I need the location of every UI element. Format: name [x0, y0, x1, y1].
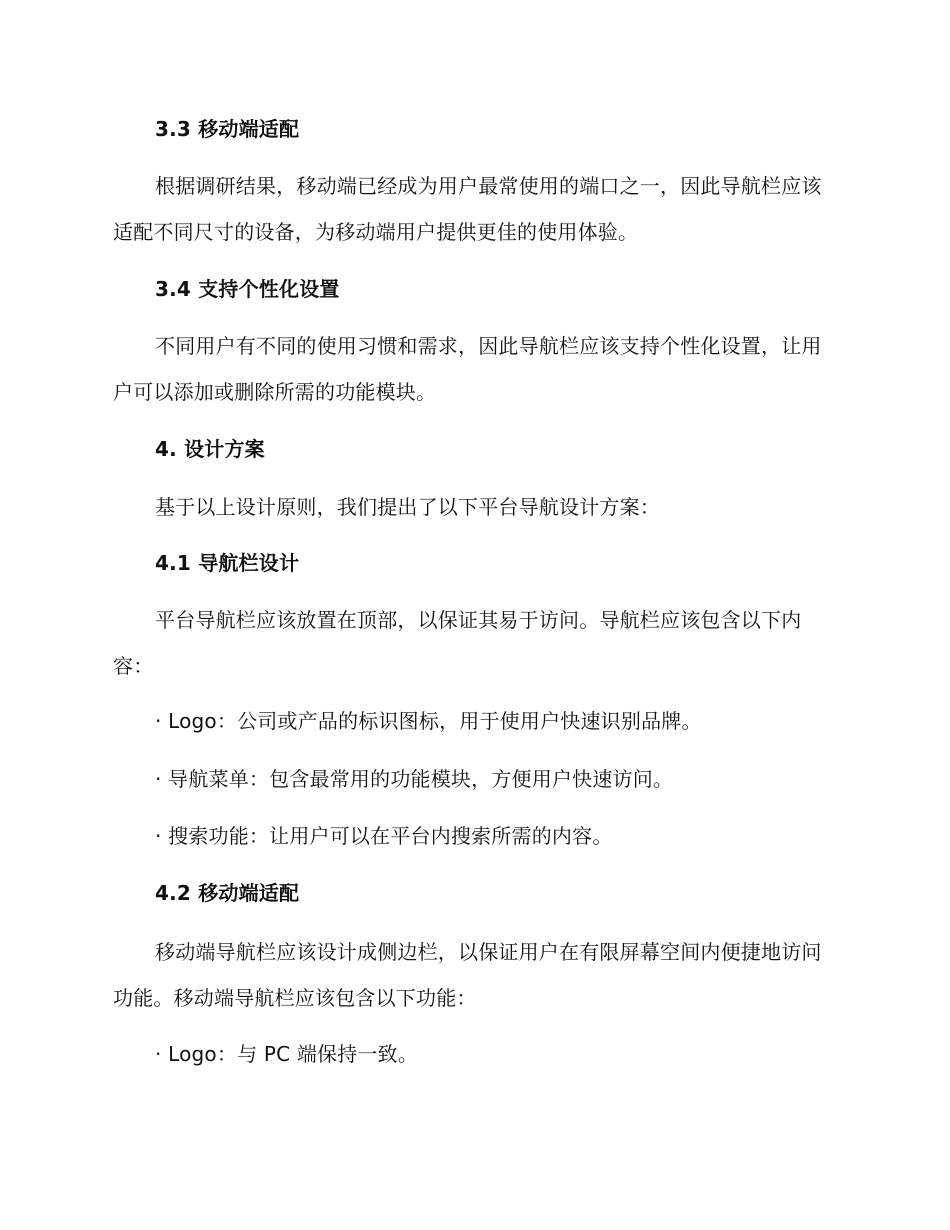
- paragraph-personalization: 不同用户有不同的使用习惯和需求，因此导航栏应该支持个性化设置，让用户可以添加或删除所需的功能模块。: [113, 334, 822, 404]
- list-item-mobile-logo: · Logo：与 PC 端保持一致。: [155, 1042, 419, 1066]
- section-heading-4: 4. 设计方案: [155, 437, 265, 461]
- paragraph-mobile-sidebar: 移动端导航栏应该设计成侧边栏，以保证用户在有限屏幕空间内便捷地访问功能。移动端导航栏应该包含以下功能：: [113, 940, 822, 1010]
- paragraph-design-intro: 基于以上设计原则，我们提出了以下平台导航设计方案：: [155, 495, 660, 519]
- section-heading-3-3: 3.3 移动端适配: [155, 117, 300, 141]
- section-heading-4-1: 4.1 导航栏设计: [155, 551, 300, 575]
- paragraph-mobile-adapt: 根据调研结果，移动端已经成为用户最常使用的端口之一，因此导航栏应该适配不同尺寸的设备，为移动端用户提供更佳的使用体验。: [113, 174, 822, 244]
- list-item-logo: · Logo：公司或产品的标识图标，用于使用户快速识别品牌。: [155, 709, 702, 733]
- list-item-nav-menu: · 导航菜单：包含最常用的功能模块，方便用户快速访问。: [155, 767, 674, 791]
- section-heading-4-2: 4.2 移动端适配: [155, 881, 300, 905]
- section-heading-3-4: 3.4 支持个性化设置: [155, 277, 340, 301]
- list-item-search: · 搜索功能：让用户可以在平台内搜索所需的内容。: [155, 824, 613, 848]
- paragraph-navbar-design: 平台导航栏应该放置在顶部，以保证其易于访问。导航栏应该包含以下内容：: [113, 608, 802, 678]
